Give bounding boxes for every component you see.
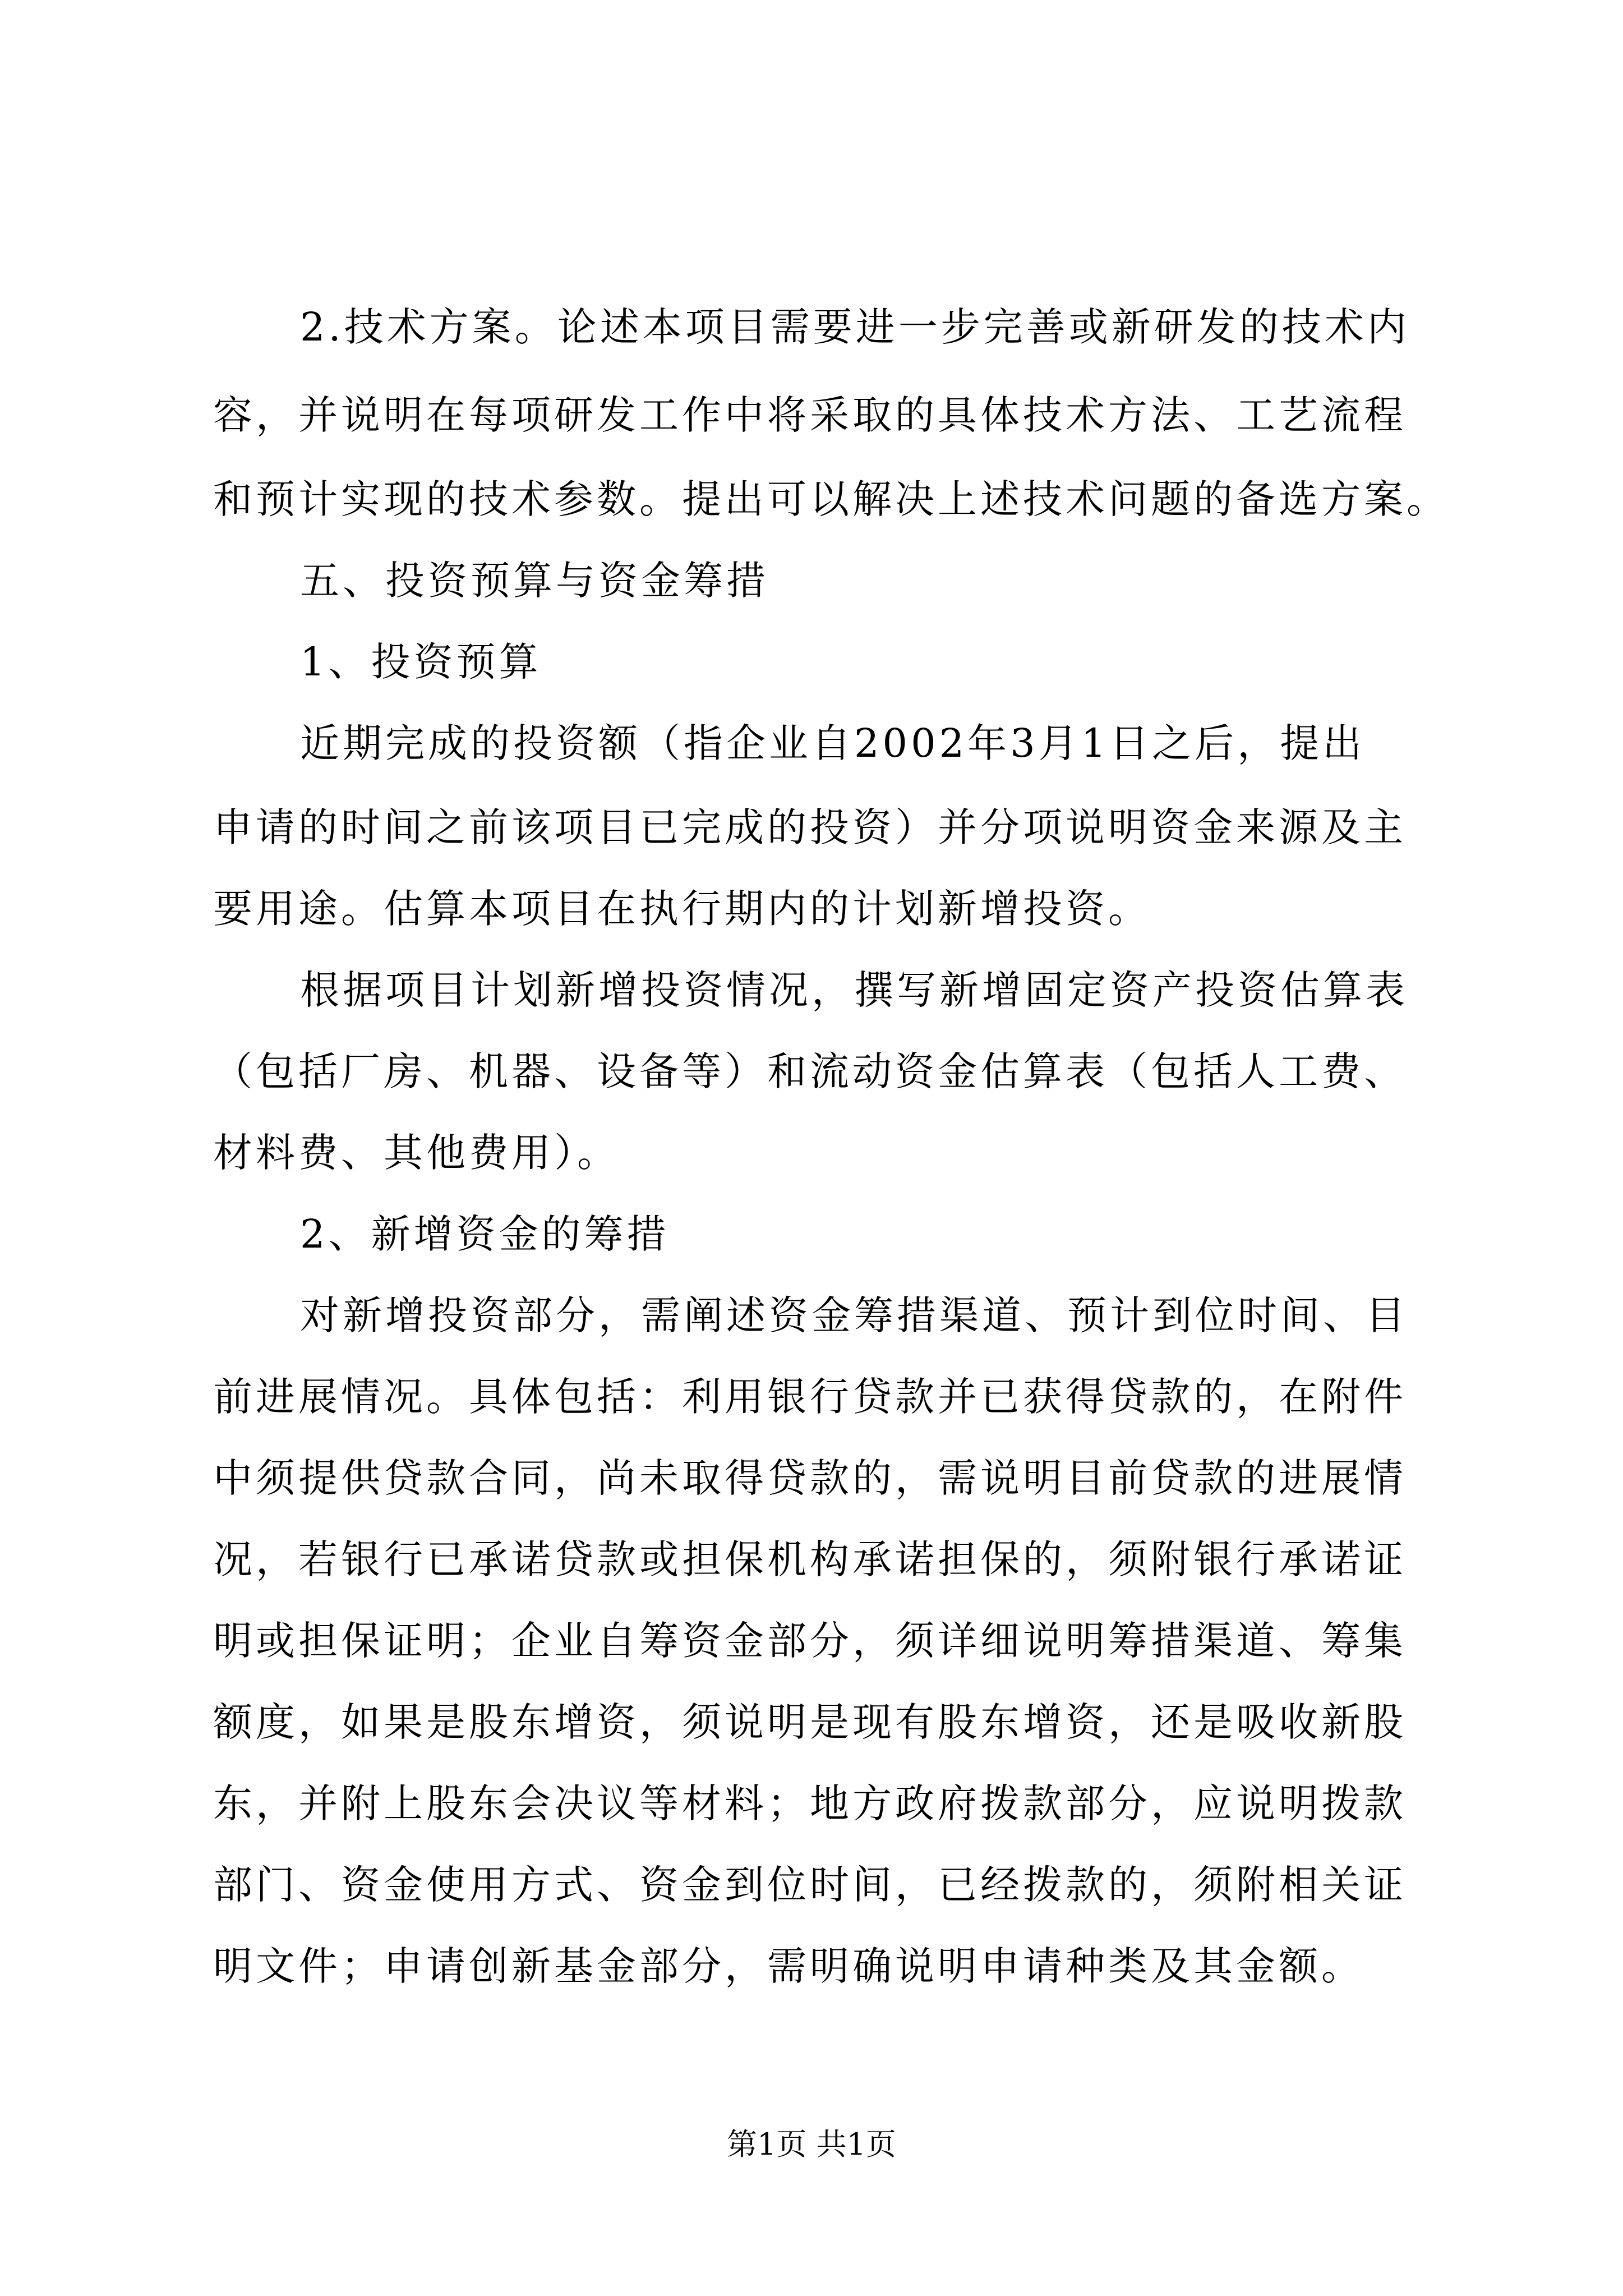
subsection-heading: 2、新增资金的筹措 [300, 1211, 670, 1257]
body-line: 容，并说明在每项研发工作中将采取的具体技术方法、工艺流程 [213, 392, 1407, 438]
body-line: （包括厂房、机器、设备等）和流动资金估算表（包括人工费、 [213, 1048, 1407, 1094]
body-line: 要用途。估算本项目在执行期内的计划新增投资。 [213, 886, 1151, 932]
page-footer: 第1页 共1页 [727, 2127, 896, 2162]
body-line: 2.技术方案。论述本项目需要进一步完善或新研发的技术内 [300, 304, 1410, 350]
body-line: 部门、资金使用方式、资金到位时间，已经拨款的，须附相关证 [213, 1862, 1407, 1908]
body-line: 近期完成的投资额（指企业自2002年3月1日之后，提出 [300, 720, 1366, 766]
subsection-heading: 1、投资预算 [300, 639, 542, 685]
body-line: 东，并附上股东会决议等材料；地方政府拨款部分，应说明拨款 [213, 1780, 1407, 1826]
body-line: 根据项目计划新增投资情况，撰写新增固定资产投资估算表 [300, 967, 1408, 1013]
body-line: 中须提供贷款合同，尚未取得贷款的，需说明目前贷款的进展情 [213, 1455, 1407, 1501]
body-line: 申请的时间之前该项目已完成的投资）并分项说明资金来源及主 [213, 804, 1407, 850]
section-heading: 五、投资预算与资金筹措 [300, 558, 769, 604]
body-line: 前进展情况。具体包括：利用银行贷款并已获得贷款的，在附件 [213, 1374, 1407, 1420]
body-line: 明或担保证明；企业自筹资金部分，须详细说明筹措渠道、筹集 [213, 1618, 1407, 1664]
body-line: 况，若银行已承诺贷款或担保机构承诺担保的，须附银行承诺证 [213, 1536, 1407, 1582]
body-line: 和预计实现的技术参数。提出可以解决上述技术问题的备选方案。 [213, 476, 1449, 522]
body-line: 明文件；申请创新基金部分，需明确说明申请种类及其金额。 [213, 1943, 1364, 1989]
body-line: 额度，如果是股东增资，须说明是现有股东增资，还是吸收新股 [213, 1699, 1407, 1745]
body-line: 对新增投资部分，需阐述资金筹措渠道、预计到位时间、目 [300, 1292, 1408, 1338]
body-line: 材料费、其他费用）。 [213, 1130, 620, 1176]
